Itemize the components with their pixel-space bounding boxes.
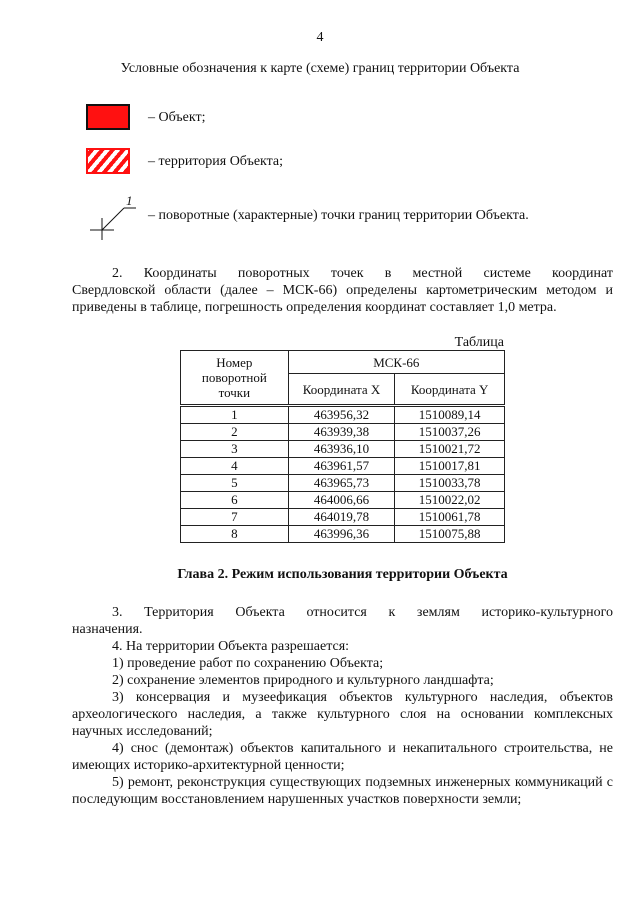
cell-point-number: 2: [181, 424, 289, 441]
paragraph-2-rest: Свердловской области (далее – МСК-66) определены картометрическим методом и приведены в таблице, погрешность определения координат составляет 1,0 метра.: [72, 283, 613, 315]
paragraph-2-line1: 2. Координаты поворотных точек в местной системе координат: [112, 266, 613, 281]
cell-x: 463936,10: [288, 441, 395, 458]
header-coordinate-x: Координата X: [288, 374, 395, 406]
legend-label-object: – Объект;: [148, 110, 206, 125]
cell-point-number: 4: [181, 458, 289, 475]
header-coordinate-system: МСК-66: [288, 351, 504, 374]
table-row: [181, 441, 505, 458]
coordinates-table: [180, 350, 505, 543]
cell-x: 464006,66: [288, 492, 395, 509]
legend-item-points: [86, 190, 586, 240]
cell-point-number: 1: [181, 406, 289, 424]
header-coordinate-y: Координата Y: [395, 374, 505, 406]
cell-x: 463961,57: [288, 458, 395, 475]
cell-point-number: 5: [181, 475, 289, 492]
paragraph-3-line1: 3. Территория Объекта относится к землям историко-культурного: [112, 605, 613, 620]
legend-item-object: [86, 104, 486, 138]
boundary-point-icon: [86, 190, 138, 240]
cell-y: 1510017,81: [395, 458, 505, 475]
paragraph-3-line2: назначения.: [72, 622, 143, 637]
cell-point-number: 8: [181, 526, 289, 543]
cell-x: 463996,36: [288, 526, 395, 543]
cell-x: 464019,78: [288, 509, 395, 526]
paragraph-4: [72, 638, 613, 808]
legend-label-points: – поворотные (характерные) точки границ территории Объекта.: [148, 208, 529, 223]
cell-y: 1510089,14: [395, 406, 505, 424]
list-item: 2) сохранение элементов природного и культурного ландшафта;: [112, 673, 494, 688]
cell-y: 1510022,02: [395, 492, 505, 509]
cell-y: 1510075,88: [395, 526, 505, 543]
legend-item-territory: [86, 148, 486, 182]
list-item: 4) снос (демонтаж) объектов капитального и некапитального строительства, не имеющих историко-архитектурной ценности;: [72, 741, 613, 773]
header-point-number: Номер поворотной точки: [181, 351, 289, 406]
cell-point-number: 7: [181, 509, 289, 526]
paragraph-4-intro: 4. На территории Объекта разрешается:: [112, 639, 350, 654]
table-row: [181, 475, 505, 492]
list-item: 1) проведение работ по сохранению Объекта;: [112, 656, 384, 671]
legend-label-territory: – территория Объекта;: [148, 154, 284, 169]
table-row: [181, 526, 505, 543]
legend-title: Условные обозначения к карте (схеме) границ территории Объекта: [120, 61, 520, 76]
object-symbol-icon: [86, 104, 130, 130]
chapter-title: Глава 2. Режим использования территории Объекта: [177, 567, 508, 582]
table-row: [181, 458, 505, 475]
table-caption: Таблица: [454, 335, 504, 350]
list-item: 5) ремонт, реконструкция существующих подземных инженерных коммуникаций с последующим восстановлением нарушенных участков поверхности земли;: [72, 775, 613, 807]
cell-x: 463939,38: [288, 424, 395, 441]
cell-y: 1510033,78: [395, 475, 505, 492]
cell-point-number: 3: [181, 441, 289, 458]
paragraph-2: [72, 265, 613, 316]
table-row: [181, 406, 505, 424]
paragraph-3: [72, 604, 613, 638]
cell-x: 463965,73: [288, 475, 395, 492]
table-row: [181, 509, 505, 526]
cell-point-number: 6: [181, 492, 289, 509]
list-item: 3) консервация и музеефикация объектов культурного наследия, объектов археологического наследия, а также культурного слоя на основании комплексных научных исследований;: [72, 690, 613, 739]
page-number: 4: [316, 30, 324, 45]
table-row: [181, 424, 505, 441]
cell-y: 1510061,78: [395, 509, 505, 526]
territory-hatch-icon: [86, 148, 130, 174]
cell-y: 1510037,26: [395, 424, 505, 441]
cell-y: 1510021,72: [395, 441, 505, 458]
point-number-label: 1: [126, 193, 133, 208]
table-row: [181, 492, 505, 509]
cell-x: 463956,32: [288, 406, 395, 424]
